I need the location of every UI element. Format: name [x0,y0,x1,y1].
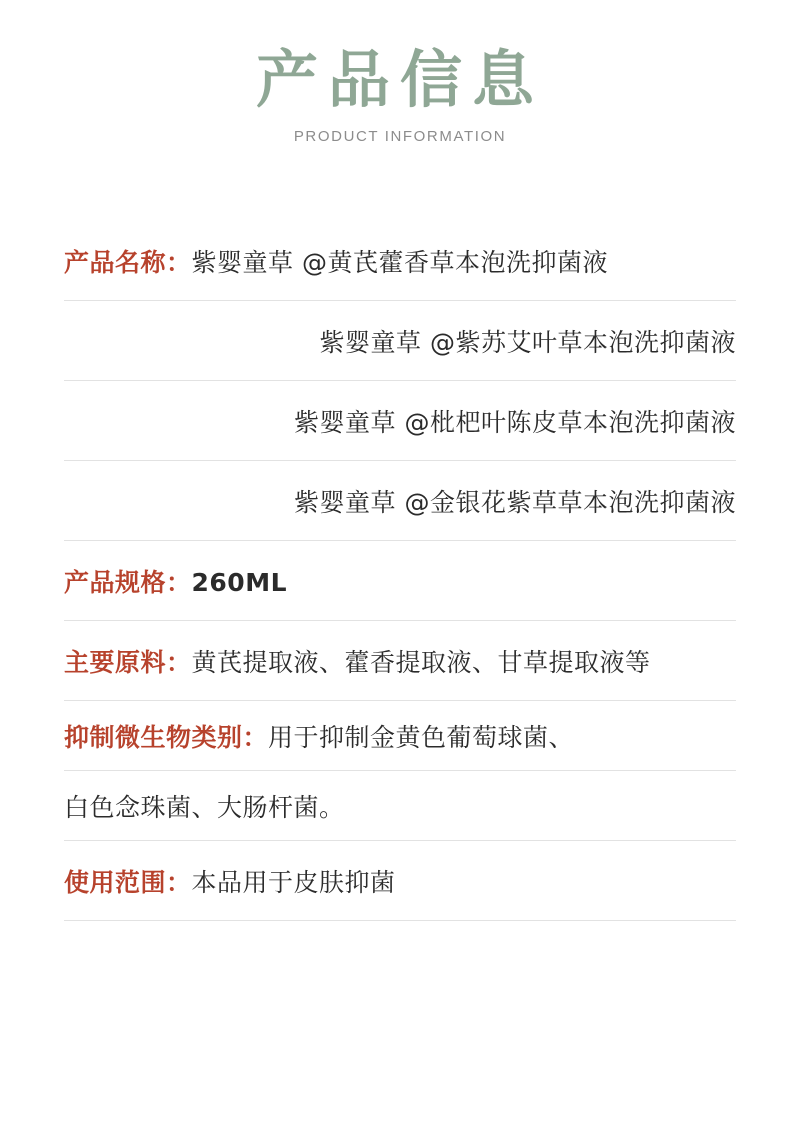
page-subtitle: PRODUCT INFORMATION [293,128,507,146]
info-row-content [64,859,736,903]
info-row-label: 主要原料： [64,647,192,677]
info-row-value: 黄芪提取液、藿香提取液、甘草提取液等 [191,647,651,677]
info-row [64,841,736,921]
info-row-value: 白色念珠菌、大肠杆菌。 [64,792,345,822]
info-row-content [64,239,736,283]
info-row [64,541,736,621]
info-row-content [64,479,736,523]
info-row-label: 产品规格： [64,567,192,597]
info-row-value: 紫婴童草 @金银花紫草草本泡洗抑菌液 [294,487,736,517]
info-row-content [64,639,736,683]
info-row-value: 用于抑制金黄色葡萄球菌、 [268,722,575,752]
info-row-label: 产品名称： [64,247,192,277]
product-info-list [64,145,736,921]
info-row-content [64,559,736,603]
info-row-label: 使用范围： [64,867,192,897]
info-row-content [64,319,736,363]
info-row-value: 260ML [191,567,288,597]
info-row-content [64,399,736,443]
info-row-label: 抑制微生物类别： [64,722,269,752]
info-row [64,461,736,541]
info-row [64,381,736,461]
info-row [64,221,736,301]
info-row-value: 紫婴童草 @枇杷叶陈皮草本泡洗抑菌液 [294,407,736,437]
info-row [64,621,736,701]
page-header [0,0,800,145]
info-row-value: 紫婴童草 @紫苏艾叶草本泡洗抑菌液 [319,327,736,357]
info-row-value: 紫婴童草 @黄芪藿香草本泡洗抑菌液 [191,247,608,277]
info-row [64,301,736,381]
info-row-content [64,784,736,828]
info-row-value: 本品用于皮肤抑菌 [191,867,396,897]
info-row [64,771,736,841]
page-title: 产品信息 [255,43,544,116]
info-row [64,701,736,771]
info-row-content [64,714,736,758]
